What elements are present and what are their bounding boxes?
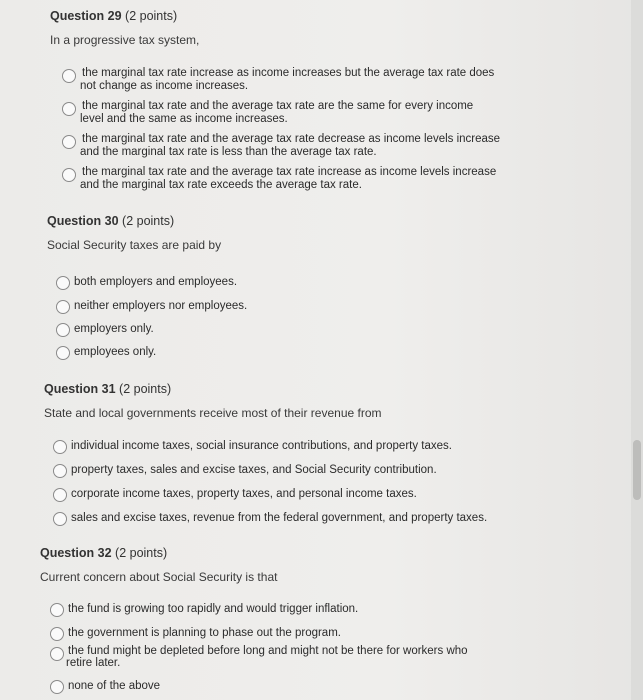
radio-button[interactable] (50, 680, 64, 694)
radio-button[interactable] (62, 168, 76, 182)
question-points: (2 points) (122, 214, 175, 228)
question-title (44, 382, 382, 396)
radio-button[interactable] (56, 323, 70, 337)
question-prompt: Social Security taxes are paid by (47, 238, 222, 252)
question-prompt: In a progressive tax system, (50, 33, 200, 47)
radio-button[interactable] (53, 440, 67, 454)
question-31 (44, 382, 382, 420)
question-number: Question 29 (50, 9, 122, 23)
radio-button[interactable] (62, 69, 76, 83)
question-points: (2 points) (125, 9, 178, 23)
scrollbar-track[interactable] (631, 0, 643, 700)
radio-button[interactable] (62, 135, 76, 149)
question-prompt: State and local governments receive most of their revenue from (44, 406, 382, 420)
radio-button[interactable] (62, 102, 76, 116)
question-prompt: Current concern about Social Security is that (40, 570, 278, 584)
question-title (40, 546, 277, 560)
question-32 (40, 546, 277, 584)
scrollbar-thumb[interactable] (633, 440, 641, 500)
question-29 (50, 9, 199, 47)
question-number: Question 31 (44, 382, 116, 396)
radio-button[interactable] (56, 346, 70, 360)
question-30 (47, 214, 221, 252)
question-number: Question 32 (40, 546, 112, 560)
question-title (47, 214, 221, 228)
radio-button[interactable] (50, 603, 64, 617)
radio-button[interactable] (50, 647, 64, 661)
radio-button[interactable] (56, 300, 70, 314)
radio-button[interactable] (50, 627, 64, 641)
question-points: (2 points) (115, 546, 168, 560)
question-points: (2 points) (119, 382, 172, 396)
radio-button[interactable] (53, 464, 67, 478)
radio-button[interactable] (53, 488, 67, 502)
question-number: Question 30 (47, 214, 119, 228)
radio-button[interactable] (56, 276, 70, 290)
question-title (50, 9, 199, 23)
radio-button[interactable] (53, 512, 67, 526)
